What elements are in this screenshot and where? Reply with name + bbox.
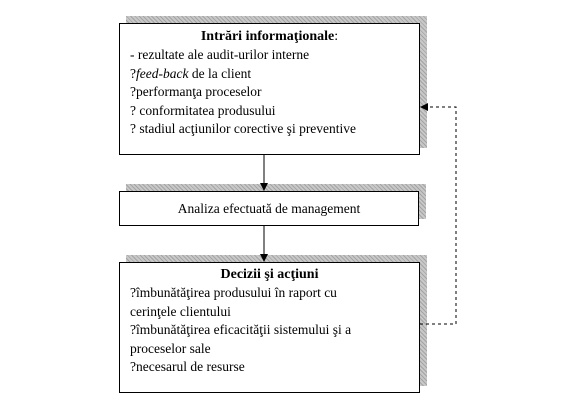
- feedback-italic-text: feed-back: [136, 65, 189, 81]
- feedback-loop-dashed-arrow: [420, 107, 456, 324]
- input-item-text: de la client: [188, 65, 252, 81]
- input-item-text: - rezultate ale audit-urilor interne: [130, 47, 310, 62]
- input-item-text: ? conformitatea produsului: [130, 102, 276, 118]
- decision-item-line: ?îmbunătăţirea produsului în raport cu: [130, 285, 337, 300]
- decisions-actions-title-text: Decizii şi acţiuni: [220, 267, 319, 282]
- decision-item-line: cerinţele clientului: [130, 303, 231, 319]
- input-item-text: ?performanţa proceselor: [130, 84, 262, 99]
- decision-item-line: ?îmbunătăţirea eficacităţii sistemului şi a: [130, 322, 352, 337]
- input-item-text: ? stadiul acţiunilor corective şi preventive: [130, 121, 357, 136]
- decision-item-line: ?necesarul de resurse: [130, 359, 245, 374]
- title-colon: :: [334, 29, 339, 44]
- management-analysis-label: Analiza efectuată de management: [177, 201, 361, 216]
- bullet-marker: ?: [130, 65, 136, 81]
- decision-item-line: proceselor sale: [130, 340, 211, 356]
- informational-inputs-title-text: Intrări informaţionale: [200, 29, 335, 44]
